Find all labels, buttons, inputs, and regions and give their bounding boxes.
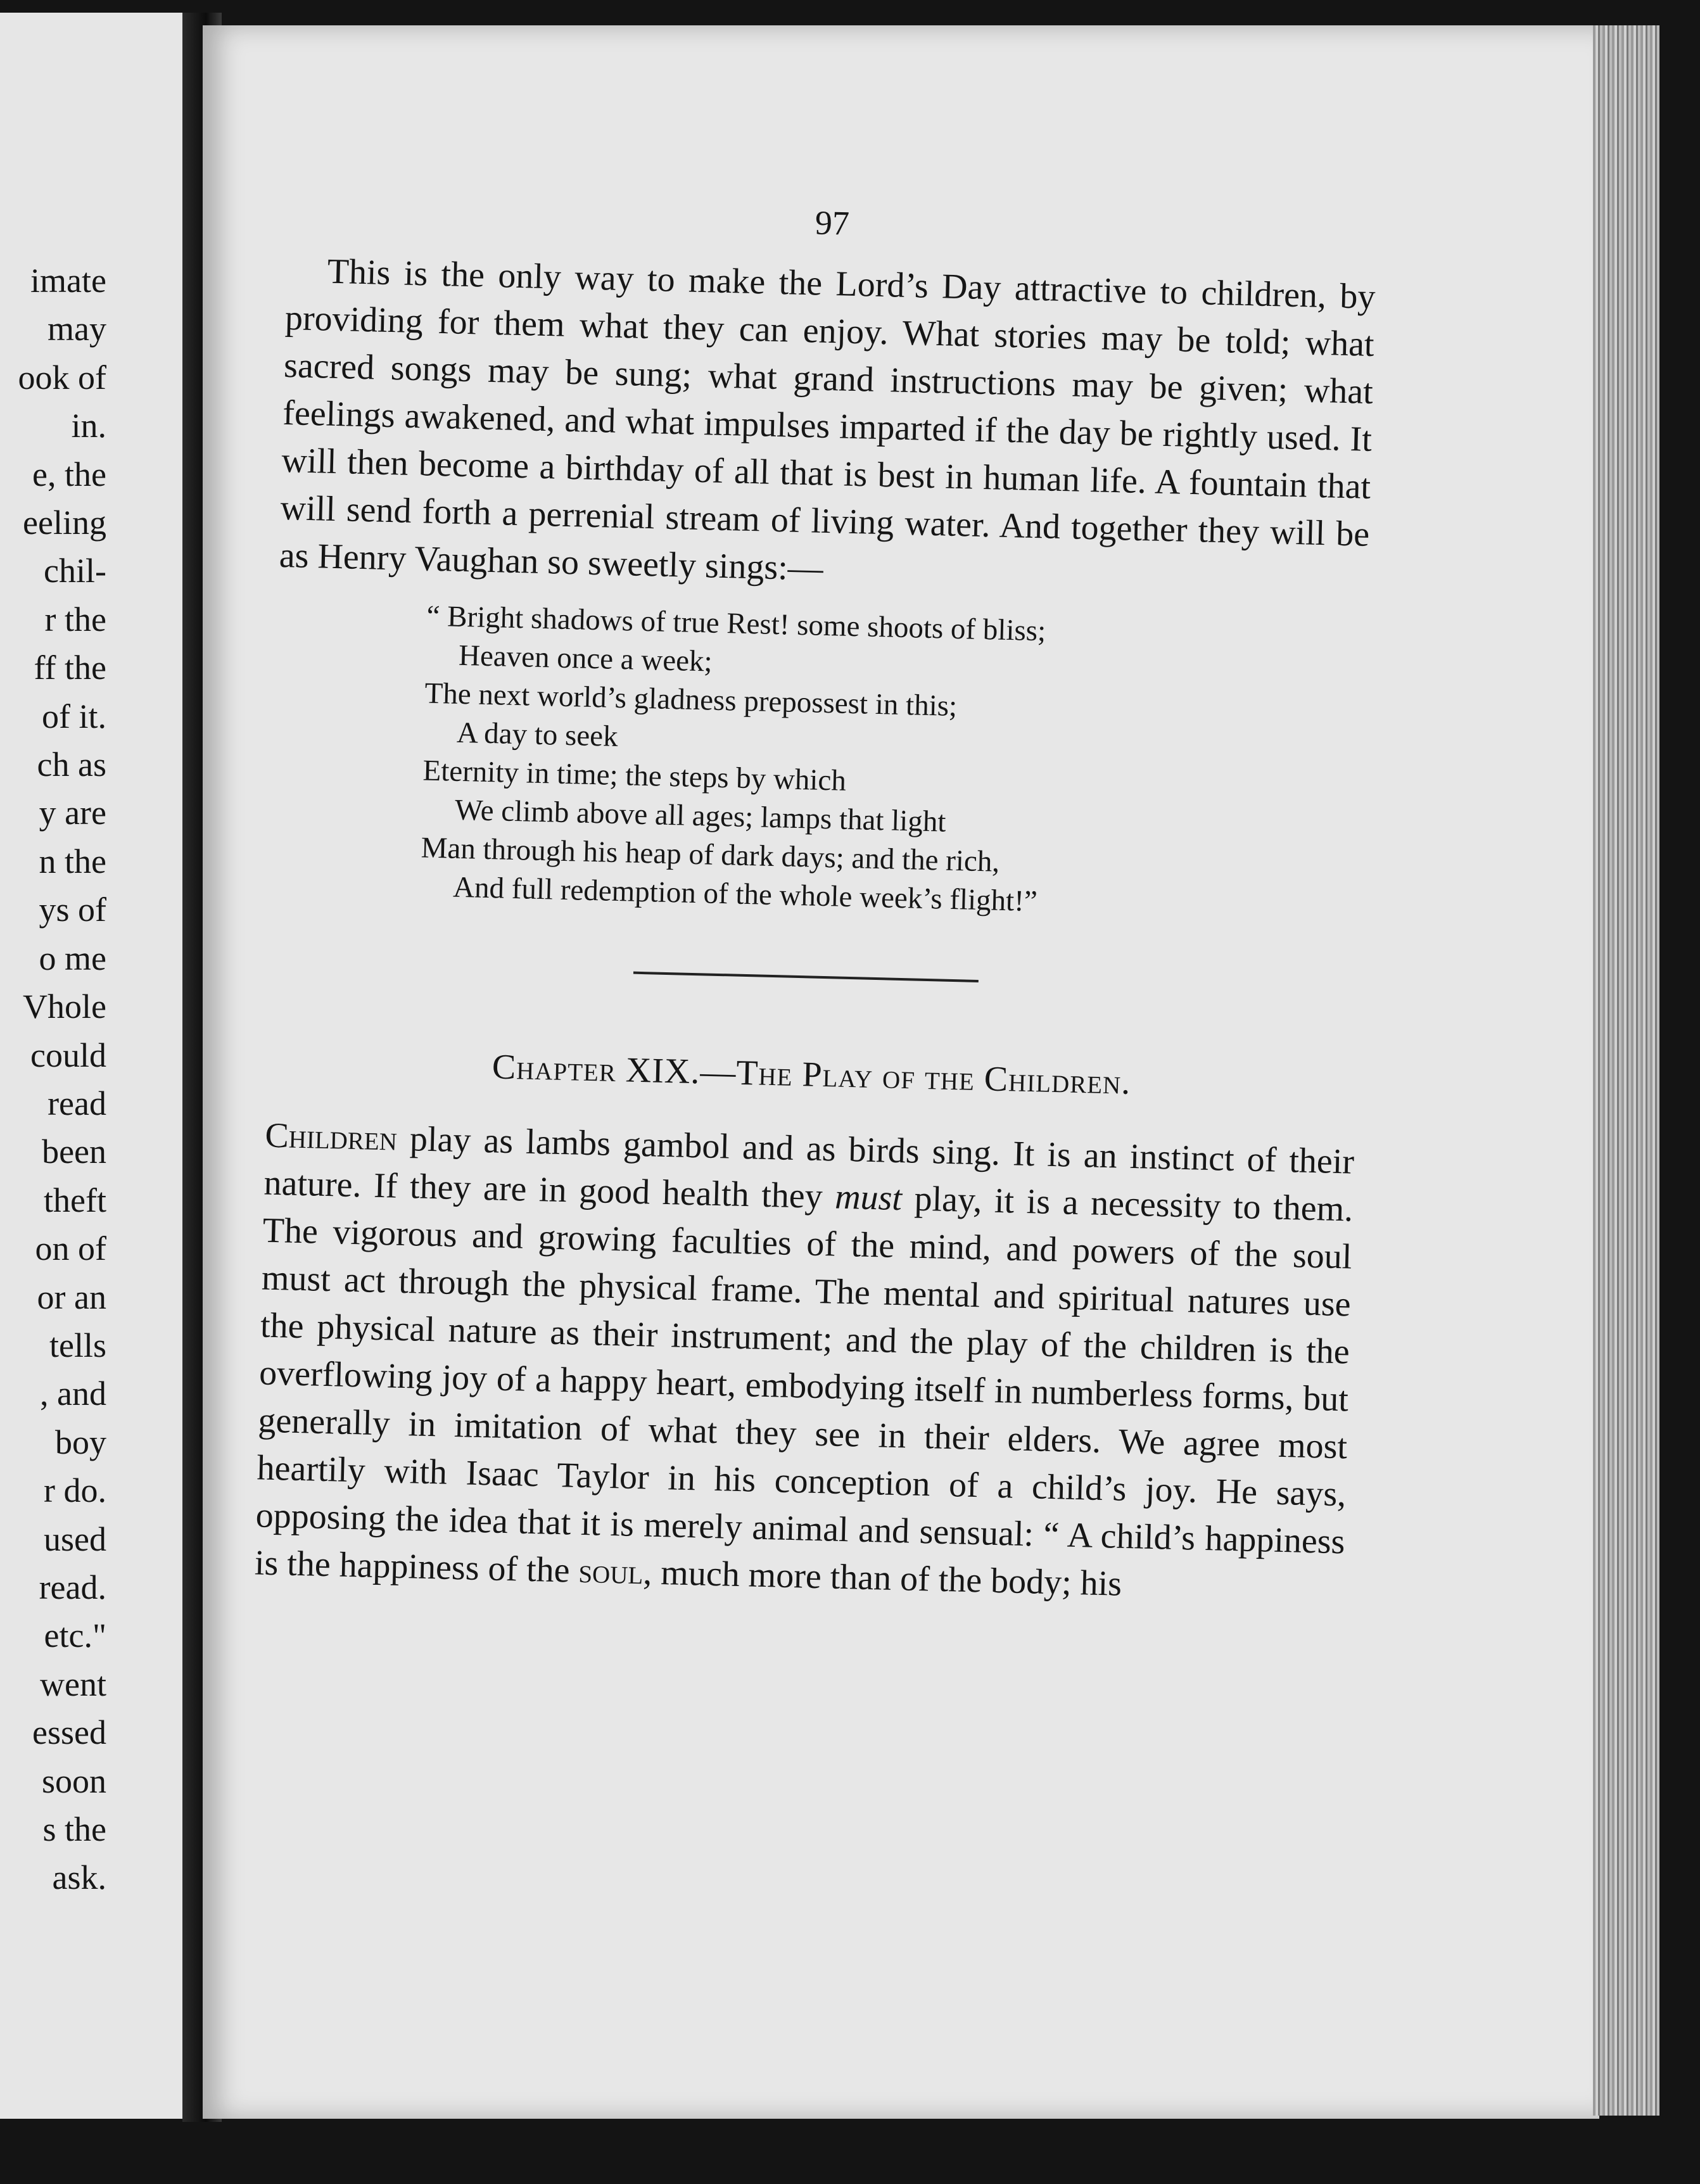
left-page-line: o me (39, 939, 106, 977)
page-content (254, 190, 1377, 1613)
left-page-line: in. (71, 407, 106, 445)
left-page-line: r do. (44, 1471, 106, 1510)
left-page-line: been (42, 1133, 106, 1171)
left-page-line: chil- (44, 552, 106, 590)
vaughan-poem (419, 597, 1367, 929)
left-page-text (0, 257, 106, 1902)
left-page-line: read (48, 1084, 106, 1122)
left-page-line: went (40, 1665, 106, 1703)
left-page-line: essed (32, 1713, 106, 1752)
page-edges (1593, 25, 1659, 2116)
left-page-line: read. (39, 1568, 106, 1606)
poem-line: Eternity in time; the steps by which (422, 754, 847, 797)
left-page-line: ff the (34, 649, 106, 687)
left-page-line: s the (42, 1810, 106, 1848)
left-page-line: used (44, 1520, 106, 1558)
page-number: 97 (815, 203, 850, 243)
left-page-line: tells (49, 1326, 106, 1364)
left-page-line: on of (35, 1229, 106, 1268)
left-page-line: eeling (23, 504, 106, 542)
paragraph-play-of-children (254, 1112, 1355, 1614)
emphasis-must: must (834, 1177, 903, 1219)
left-page-line: r the (44, 600, 106, 638)
paragraph-text-a: play as lambs gambol and as birds sing. It is an instinct of their nature. If they are in good health they (263, 1119, 1355, 1217)
poem-line: Heaven once a week; (458, 638, 713, 678)
left-page-line: ask. (52, 1858, 106, 1897)
left-page-line: ch as (37, 746, 106, 784)
poem-line: We climb above all ages; lamps that light (454, 793, 947, 839)
left-page-line: theft (44, 1181, 106, 1219)
soul-word: soul (578, 1551, 644, 1592)
chapter-heading: Chapter XIX.—The Play of the Children. (492, 1047, 1132, 1102)
left-page-line: etc." (44, 1616, 106, 1655)
left-page-line: e, the (32, 455, 106, 493)
left-page-line: soon (41, 1762, 106, 1800)
section-divider (633, 972, 979, 982)
left-page-line: Vhole (23, 987, 106, 1026)
left-page-line: ys of (39, 891, 106, 929)
left-page-line: could (30, 1036, 106, 1074)
left-page-line: boy (55, 1423, 106, 1461)
left-page (0, 13, 201, 2119)
left-page-line: imate (30, 262, 106, 300)
poem-line: The next world’s gladness prepossest in this; (424, 676, 958, 723)
left-page-line: , and (40, 1375, 106, 1413)
lead-word: Children (264, 1115, 398, 1159)
poem-line: A day to seek (456, 716, 619, 753)
poem-line: Man through his heap of dark days; and the rich, (421, 831, 1000, 879)
poem-line: And full redemption of the whole week’s flight!” (452, 870, 1038, 918)
paragraph-lords-day: This is the only way to make the Lord’s Day attractive to children, by providing for them what they can enjoy. What stories may be told; what sacred songs may be sung; what grand instructions may be given; what feelings awakened, and what impulses imparted if the day be rightly used. It will then become a birthday of all that is best in human life. A fountain that will send forth a perrenial stream of living water. And together they will be as Henry Vaughan so sweetly sings:— (279, 251, 1376, 588)
poem-line: “ Bright shadows of true Rest! some shoots of bliss; (426, 599, 1046, 648)
left-page-line: of it. (42, 697, 106, 735)
left-page-line: may (48, 310, 106, 348)
paragraph-text-b: play, it is a necessity to them. The vigorous and growing faculties of the mind, and powers of the soul must act through the physical frame. The mental and spiritual natures use the physical nature as their instrument; and the play of the children is the overflowing joy of a happy heart, embodying itself in numberless forms, but generally in imitation of what they see in their elders. We agree most heartily with Isaac Taylor in his conception of a child’s joy. He says, opposing the idea that it is merely animal and sensual: “ A child’s happiness is the happiness of the (254, 1179, 1354, 1590)
left-page-line: n the (39, 842, 106, 880)
paragraph-text-c: , much more than of the body; his (642, 1552, 1122, 1604)
left-page-line: ook of (18, 358, 106, 397)
left-page-line: y are (39, 794, 106, 832)
left-page-line: or an (37, 1278, 106, 1316)
